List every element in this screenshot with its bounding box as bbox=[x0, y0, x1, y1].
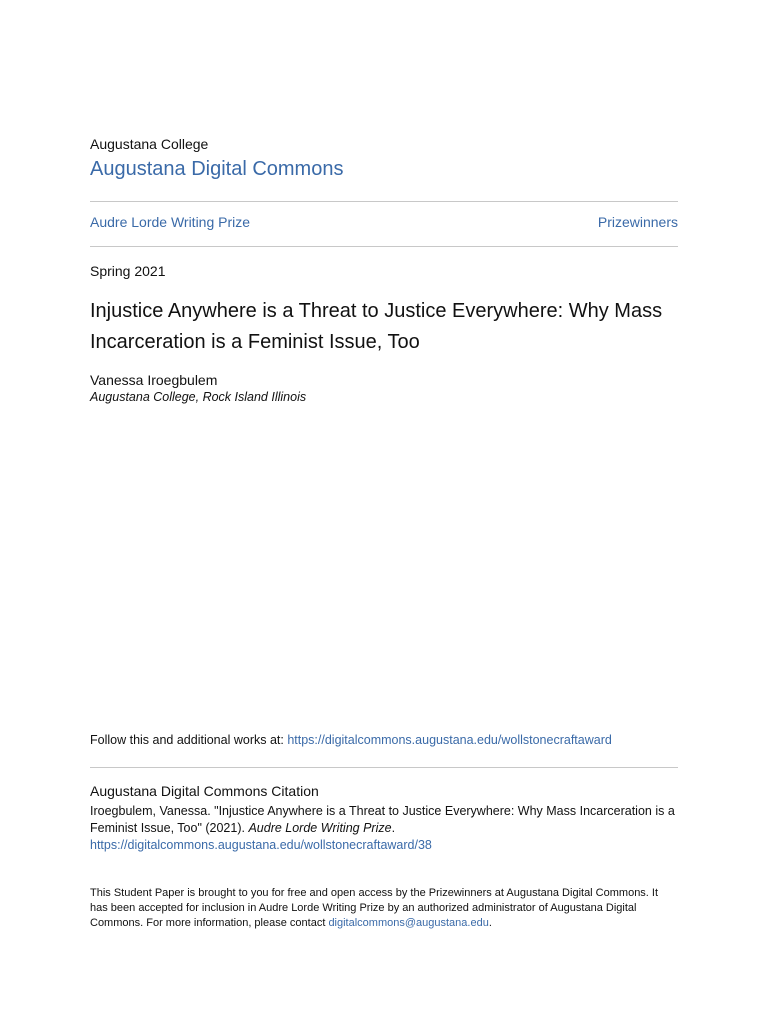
follow-line bbox=[90, 733, 612, 747]
citation-body bbox=[90, 803, 678, 854]
author-affiliation: Augustana College, Rock Island Illinois bbox=[90, 390, 307, 404]
series-divider bbox=[90, 246, 678, 247]
publication-date: Spring 2021 bbox=[90, 263, 166, 279]
citation-heading: Augustana Digital Commons Citation bbox=[90, 783, 319, 799]
cover-page bbox=[90, 0, 678, 1024]
series-row bbox=[90, 214, 678, 230]
access-notice bbox=[90, 886, 678, 931]
notice-text: This Student Paper is brought to you for free and open access by the Prizewinners at Augustana Digital Commons. It has been accepted for inclusion in Audre Lorde Writing Prize by an authorized administrator of Augustana Digital Commons. For more information, please contact bbox=[90, 887, 659, 929]
follow-url-link[interactable]: https://digitalcommons.augustana.edu/wollstonecraftaward bbox=[287, 733, 612, 747]
institution-name: Augustana College bbox=[90, 136, 209, 152]
citation-text: Iroegbulem, Vanessa. "Injustice Anywhere is a Threat to Justice Everywhere: Why Mass Incarceration is a Feminist Issue, Too" (2021). bbox=[90, 804, 675, 835]
notice-suffix: . bbox=[488, 917, 492, 929]
paper-title: Injustice Anywhere is a Threat to Justice Everywhere: Why Mass Incarceration is a Feminist Issue, Too bbox=[90, 300, 663, 353]
contact-email-link[interactable]: digitalcommons@augustana.edu bbox=[328, 917, 489, 929]
author-name: Vanessa Iroegbulem bbox=[90, 372, 218, 388]
repository-link[interactable]: Augustana Digital Commons bbox=[90, 158, 344, 180]
collection-link[interactable]: Prizewinners bbox=[597, 214, 678, 230]
citation-url-link[interactable]: https://digitalcommons.augustana.edu/wollstonecraftaward/38 bbox=[90, 838, 432, 852]
follow-label: Follow this and additional works at: bbox=[90, 733, 288, 747]
citation-journal: Audre Lorde Writing Prize bbox=[248, 821, 392, 835]
citation-journal-suffix: . bbox=[391, 821, 396, 835]
citation-divider bbox=[90, 767, 678, 768]
top-divider bbox=[90, 201, 678, 202]
series-link[interactable]: Audre Lorde Writing Prize bbox=[90, 214, 251, 230]
